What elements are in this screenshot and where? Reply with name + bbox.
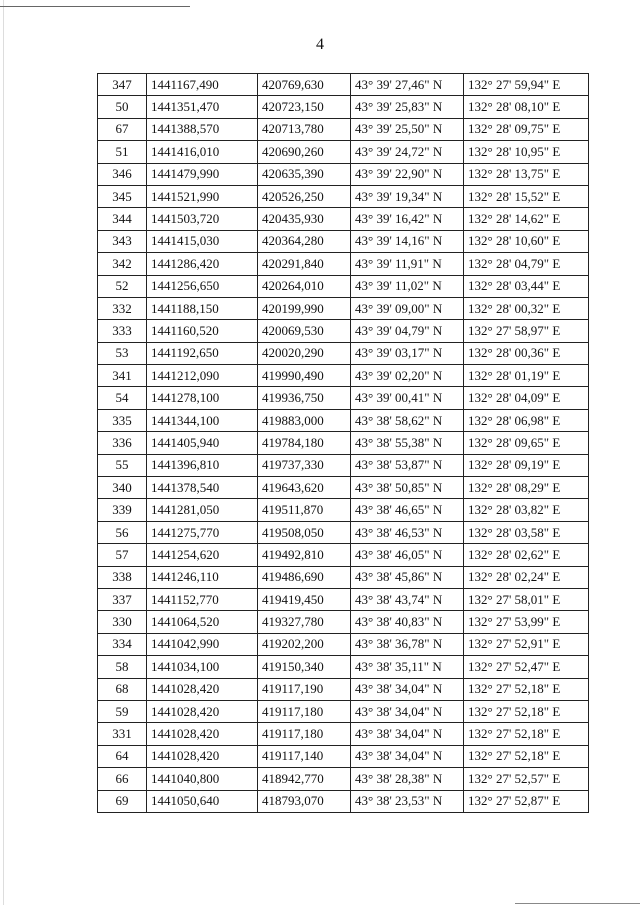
point-number-cell: 343: [98, 230, 147, 252]
longitude-cell: 132° 28' 10,60" E: [464, 230, 589, 252]
longitude-cell: 132° 28' 15,52" E: [464, 185, 589, 207]
coordinates-table-body: [98, 74, 589, 813]
latitude-cell: 43° 38' 36,78" N: [351, 633, 464, 655]
y-coordinate-cell: 420020,290: [258, 342, 351, 364]
y-coordinate-cell: 419936,750: [258, 387, 351, 409]
table-row: [98, 297, 589, 319]
latitude-cell: 43° 38' 46,05" N: [351, 544, 464, 566]
y-coordinate-cell: 419117,180: [258, 723, 351, 745]
latitude-cell: 43° 38' 23,53" N: [351, 790, 464, 812]
latitude-cell: 43° 39' 14,16" N: [351, 230, 464, 252]
x-coordinate-cell: 1441479,990: [147, 163, 258, 185]
y-coordinate-cell: 420364,280: [258, 230, 351, 252]
longitude-cell: 132° 28' 08,29" E: [464, 477, 589, 499]
point-number-cell: 58: [98, 656, 147, 678]
latitude-cell: 43° 39' 11,02" N: [351, 275, 464, 297]
point-number-cell: 331: [98, 723, 147, 745]
point-number-cell: 339: [98, 499, 147, 521]
y-coordinate-cell: 420264,010: [258, 275, 351, 297]
longitude-cell: 132° 28' 04,09" E: [464, 387, 589, 409]
x-coordinate-cell: 1441192,650: [147, 342, 258, 364]
table-row: [98, 253, 589, 275]
point-number-cell: 64: [98, 745, 147, 767]
scan-left-edge: [3, 0, 4, 905]
x-coordinate-cell: 1441167,490: [147, 74, 258, 96]
table-row: [98, 678, 589, 700]
table-row: [98, 633, 589, 655]
latitude-cell: 43° 39' 25,50" N: [351, 118, 464, 140]
point-number-cell: 50: [98, 96, 147, 118]
point-number-cell: 333: [98, 320, 147, 342]
longitude-cell: 132° 28' 14,62" E: [464, 208, 589, 230]
table-row: [98, 74, 589, 96]
longitude-cell: 132° 27' 52,87" E: [464, 790, 589, 812]
y-coordinate-cell: 419508,050: [258, 521, 351, 543]
table-row: [98, 544, 589, 566]
x-coordinate-cell: 1441034,100: [147, 656, 258, 678]
point-number-cell: 335: [98, 409, 147, 431]
latitude-cell: 43° 39' 24,72" N: [351, 141, 464, 163]
table-row: [98, 96, 589, 118]
x-coordinate-cell: 1441254,620: [147, 544, 258, 566]
latitude-cell: 43° 39' 03,17" N: [351, 342, 464, 364]
point-number-cell: 332: [98, 297, 147, 319]
point-number-cell: 55: [98, 454, 147, 476]
y-coordinate-cell: 419486,690: [258, 566, 351, 588]
point-number-cell: 54: [98, 387, 147, 409]
table-row: [98, 387, 589, 409]
x-coordinate-cell: 1441378,540: [147, 477, 258, 499]
y-coordinate-cell: 419737,330: [258, 454, 351, 476]
x-coordinate-cell: 1441040,800: [147, 768, 258, 790]
x-coordinate-cell: 1441028,420: [147, 745, 258, 767]
x-coordinate-cell: 1441388,570: [147, 118, 258, 140]
y-coordinate-cell: 420713,780: [258, 118, 351, 140]
y-coordinate-cell: 419117,140: [258, 745, 351, 767]
y-coordinate-cell: 419784,180: [258, 432, 351, 454]
x-coordinate-cell: 1441256,650: [147, 275, 258, 297]
point-number-cell: 57: [98, 544, 147, 566]
page-number: 4: [316, 36, 324, 53]
longitude-cell: 132° 28' 09,65" E: [464, 432, 589, 454]
longitude-cell: 132° 27' 52,47" E: [464, 656, 589, 678]
x-coordinate-cell: 1441064,520: [147, 611, 258, 633]
latitude-cell: 43° 38' 53,87" N: [351, 454, 464, 476]
table-row: [98, 163, 589, 185]
latitude-cell: 43° 38' 46,65" N: [351, 499, 464, 521]
y-coordinate-cell: 420526,250: [258, 185, 351, 207]
table-row: [98, 342, 589, 364]
y-coordinate-cell: 420723,150: [258, 96, 351, 118]
x-coordinate-cell: 1441405,940: [147, 432, 258, 454]
y-coordinate-cell: 419117,190: [258, 678, 351, 700]
table-row: [98, 230, 589, 252]
latitude-cell: 43° 38' 46,53" N: [351, 521, 464, 543]
table-row: [98, 320, 589, 342]
latitude-cell: 43° 39' 25,83" N: [351, 96, 464, 118]
coordinates-table: [97, 73, 589, 813]
latitude-cell: 43° 39' 16,42" N: [351, 208, 464, 230]
y-coordinate-cell: 419883,000: [258, 409, 351, 431]
latitude-cell: 43° 39' 11,91" N: [351, 253, 464, 275]
latitude-cell: 43° 39' 27,46" N: [351, 74, 464, 96]
point-number-cell: 344: [98, 208, 147, 230]
latitude-cell: 43° 38' 58,62" N: [351, 409, 464, 431]
table-row: [98, 790, 589, 812]
x-coordinate-cell: 1441028,420: [147, 723, 258, 745]
point-number-cell: 338: [98, 566, 147, 588]
longitude-cell: 132° 28' 09,75" E: [464, 118, 589, 140]
x-coordinate-cell: 1441415,030: [147, 230, 258, 252]
y-coordinate-cell: 418942,770: [258, 768, 351, 790]
longitude-cell: 132° 28' 04,79" E: [464, 253, 589, 275]
longitude-cell: 132° 28' 10,95" E: [464, 141, 589, 163]
point-number-cell: 341: [98, 365, 147, 387]
y-coordinate-cell: 419643,620: [258, 477, 351, 499]
table-row: [98, 745, 589, 767]
longitude-cell: 132° 28' 09,19" E: [464, 454, 589, 476]
y-coordinate-cell: 419492,810: [258, 544, 351, 566]
y-coordinate-cell: 418793,070: [258, 790, 351, 812]
longitude-cell: 132° 28' 01,19" E: [464, 365, 589, 387]
latitude-cell: 43° 39' 00,41" N: [351, 387, 464, 409]
longitude-cell: 132° 28' 03,58" E: [464, 521, 589, 543]
y-coordinate-cell: 420769,630: [258, 74, 351, 96]
latitude-cell: 43° 39' 22,90" N: [351, 163, 464, 185]
latitude-cell: 43° 38' 43,74" N: [351, 588, 464, 610]
table-row: [98, 118, 589, 140]
latitude-cell: 43° 38' 34,04" N: [351, 678, 464, 700]
y-coordinate-cell: 420435,930: [258, 208, 351, 230]
latitude-cell: 43° 39' 09,00" N: [351, 297, 464, 319]
longitude-cell: 132° 27' 52,18" E: [464, 700, 589, 722]
x-coordinate-cell: 1441286,420: [147, 253, 258, 275]
x-coordinate-cell: 1441281,050: [147, 499, 258, 521]
latitude-cell: 43° 38' 55,38" N: [351, 432, 464, 454]
latitude-cell: 43° 39' 02,20" N: [351, 365, 464, 387]
longitude-cell: 132° 27' 58,97" E: [464, 320, 589, 342]
table-row: [98, 365, 589, 387]
y-coordinate-cell: 420199,990: [258, 297, 351, 319]
latitude-cell: 43° 39' 04,79" N: [351, 320, 464, 342]
point-number-cell: 334: [98, 633, 147, 655]
latitude-cell: 43° 38' 45,86" N: [351, 566, 464, 588]
longitude-cell: 132° 27' 52,57" E: [464, 768, 589, 790]
y-coordinate-cell: 419511,870: [258, 499, 351, 521]
x-coordinate-cell: 1441396,810: [147, 454, 258, 476]
latitude-cell: 43° 38' 34,04" N: [351, 700, 464, 722]
x-coordinate-cell: 1441188,150: [147, 297, 258, 319]
x-coordinate-cell: 1441028,420: [147, 678, 258, 700]
y-coordinate-cell: 420069,530: [258, 320, 351, 342]
x-coordinate-cell: 1441275,770: [147, 521, 258, 543]
point-number-cell: 336: [98, 432, 147, 454]
footer-rule: [515, 903, 640, 904]
latitude-cell: 43° 38' 28,38" N: [351, 768, 464, 790]
point-number-cell: 345: [98, 185, 147, 207]
longitude-cell: 132° 28' 03,82" E: [464, 499, 589, 521]
y-coordinate-cell: 420635,390: [258, 163, 351, 185]
longitude-cell: 132° 28' 06,98" E: [464, 409, 589, 431]
x-coordinate-cell: 1441152,770: [147, 588, 258, 610]
latitude-cell: 43° 38' 34,04" N: [351, 723, 464, 745]
longitude-cell: 132° 28' 02,62" E: [464, 544, 589, 566]
x-coordinate-cell: 1441521,990: [147, 185, 258, 207]
table-row: [98, 768, 589, 790]
table-row: [98, 208, 589, 230]
longitude-cell: 132° 28' 03,44" E: [464, 275, 589, 297]
point-number-cell: 347: [98, 74, 147, 96]
longitude-cell: 132° 27' 52,18" E: [464, 723, 589, 745]
longitude-cell: 132° 27' 52,91" E: [464, 633, 589, 655]
latitude-cell: 43° 38' 35,11" N: [351, 656, 464, 678]
table-row: [98, 141, 589, 163]
point-number-cell: 56: [98, 521, 147, 543]
y-coordinate-cell: 419327,780: [258, 611, 351, 633]
table-row: [98, 566, 589, 588]
x-coordinate-cell: 1441278,100: [147, 387, 258, 409]
point-number-cell: 59: [98, 700, 147, 722]
y-coordinate-cell: 419990,490: [258, 365, 351, 387]
point-number-cell: 330: [98, 611, 147, 633]
point-number-cell: 69: [98, 790, 147, 812]
x-coordinate-cell: 1441416,010: [147, 141, 258, 163]
x-coordinate-cell: 1441344,100: [147, 409, 258, 431]
longitude-cell: 132° 27' 58,01" E: [464, 588, 589, 610]
table-row: [98, 521, 589, 543]
point-number-cell: 68: [98, 678, 147, 700]
table-row: [98, 409, 589, 431]
y-coordinate-cell: 420291,840: [258, 253, 351, 275]
longitude-cell: 132° 28' 00,36" E: [464, 342, 589, 364]
x-coordinate-cell: 1441246,110: [147, 566, 258, 588]
x-coordinate-cell: 1441160,520: [147, 320, 258, 342]
point-number-cell: 337: [98, 588, 147, 610]
table-row: [98, 611, 589, 633]
longitude-cell: 132° 27' 52,18" E: [464, 678, 589, 700]
point-number-cell: 340: [98, 477, 147, 499]
longitude-cell: 132° 28' 00,32" E: [464, 297, 589, 319]
longitude-cell: 132° 27' 52,18" E: [464, 745, 589, 767]
table-row: [98, 656, 589, 678]
point-number-cell: 67: [98, 118, 147, 140]
table-row: [98, 723, 589, 745]
x-coordinate-cell: 1441503,720: [147, 208, 258, 230]
point-number-cell: 52: [98, 275, 147, 297]
point-number-cell: 66: [98, 768, 147, 790]
table-row: [98, 700, 589, 722]
point-number-cell: 51: [98, 141, 147, 163]
latitude-cell: 43° 38' 40,83" N: [351, 611, 464, 633]
y-coordinate-cell: 419419,450: [258, 588, 351, 610]
table-row: [98, 477, 589, 499]
table-row: [98, 588, 589, 610]
table-row: [98, 275, 589, 297]
latitude-cell: 43° 38' 50,85" N: [351, 477, 464, 499]
latitude-cell: 43° 39' 19,34" N: [351, 185, 464, 207]
x-coordinate-cell: 1441050,640: [147, 790, 258, 812]
latitude-cell: 43° 38' 34,04" N: [351, 745, 464, 767]
longitude-cell: 132° 27' 53,99" E: [464, 611, 589, 633]
y-coordinate-cell: 419202,200: [258, 633, 351, 655]
table-row: [98, 499, 589, 521]
x-coordinate-cell: 1441042,990: [147, 633, 258, 655]
table-row: [98, 432, 589, 454]
longitude-cell: 132° 28' 08,10" E: [464, 96, 589, 118]
longitude-cell: 132° 27' 59,94" E: [464, 74, 589, 96]
point-number-cell: 342: [98, 253, 147, 275]
y-coordinate-cell: 419117,180: [258, 700, 351, 722]
table-row: [98, 185, 589, 207]
y-coordinate-cell: 420690,260: [258, 141, 351, 163]
longitude-cell: 132° 28' 13,75" E: [464, 163, 589, 185]
point-number-cell: 346: [98, 163, 147, 185]
longitude-cell: 132° 28' 02,24" E: [464, 566, 589, 588]
table-row: [98, 454, 589, 476]
point-number-cell: 53: [98, 342, 147, 364]
x-coordinate-cell: 1441212,090: [147, 365, 258, 387]
header-rule: [0, 6, 190, 7]
x-coordinate-cell: 1441028,420: [147, 700, 258, 722]
y-coordinate-cell: 419150,340: [258, 656, 351, 678]
x-coordinate-cell: 1441351,470: [147, 96, 258, 118]
